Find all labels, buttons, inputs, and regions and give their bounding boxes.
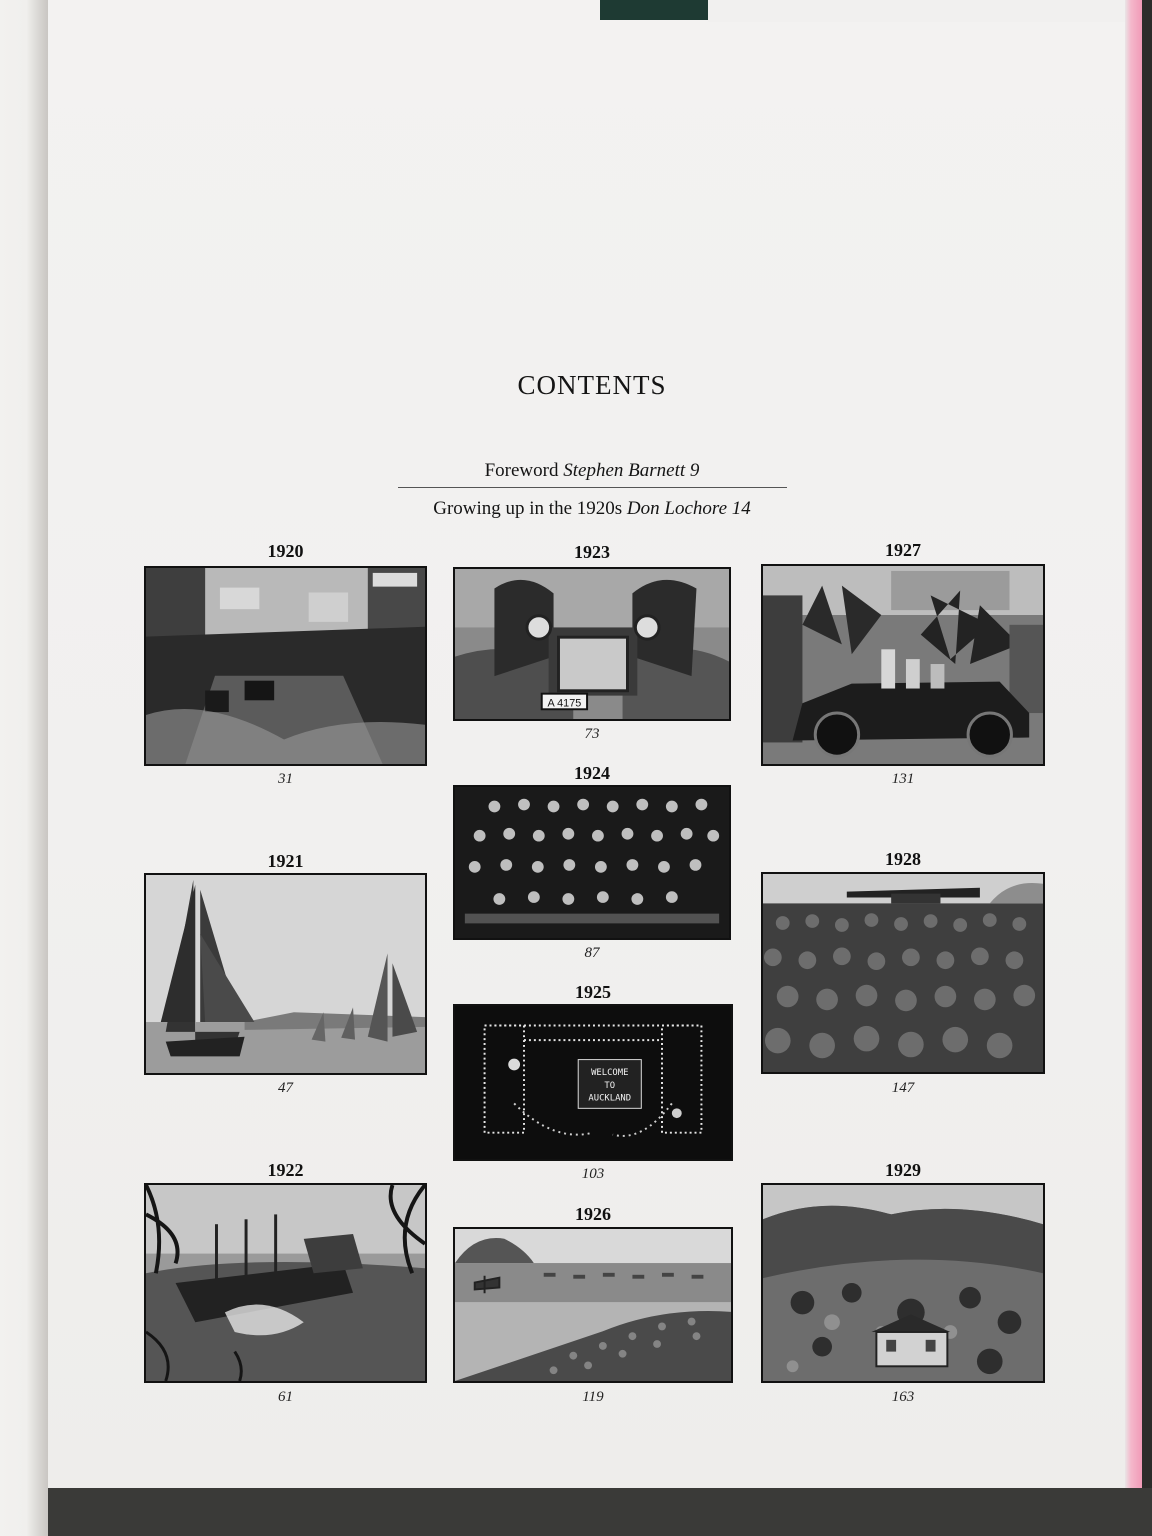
year-label: 1925: [575, 982, 611, 1002]
license-plate: A 4175: [547, 697, 582, 710]
year-label: 1922: [267, 1160, 304, 1180]
beach-aircraft-photo: [453, 1227, 733, 1383]
page-number: 87: [584, 945, 600, 961]
year-label: 1928: [885, 849, 921, 869]
toc-label: Growing up in the 1920s: [433, 498, 623, 519]
sailing-ships-photo: [144, 873, 427, 1075]
page-number: 163: [891, 1389, 915, 1405]
page-edge-pink: [1125, 0, 1142, 1490]
page-number: 31: [278, 771, 293, 787]
shipwreck-photo: [144, 1183, 427, 1383]
toc-author: Don Lochore 14: [626, 498, 751, 519]
page-number: 119: [582, 1389, 604, 1405]
illuminated-arch-photo: [453, 1004, 733, 1161]
page-number: 61: [278, 1389, 293, 1405]
landslide-house-photo: [761, 1183, 1045, 1383]
toc-author: Stephen Barnett 9: [563, 460, 700, 481]
book-shadow: [48, 1488, 1152, 1536]
sign-line: AUCKLAND: [588, 1093, 632, 1104]
page-top: [708, 0, 1128, 22]
page-number: 73: [584, 726, 600, 742]
toc-entry-foreword: [0, 460, 1152, 482]
sign-line: TO: [604, 1080, 616, 1091]
year-label: 1927: [885, 540, 921, 560]
year-label: 1920: [267, 541, 304, 561]
page-number: 131: [891, 771, 915, 787]
book-gutter: [0, 0, 48, 1536]
crowd-aeroplane-photo: [761, 872, 1045, 1074]
street-parade-photo: [144, 566, 427, 766]
year-label: 1921: [267, 851, 304, 871]
toc-entry-growing-up: [0, 498, 1152, 520]
vintage-car-photo: [453, 567, 731, 721]
touring-car-photo: [761, 564, 1045, 766]
toc-label: Foreword: [484, 460, 559, 481]
page-title: CONTENTS: [517, 370, 667, 400]
rugby-team-photo: [453, 785, 731, 940]
page-number: 103: [581, 1166, 605, 1182]
sign-line: WELCOME: [591, 1068, 629, 1079]
year-label: 1926: [575, 1204, 611, 1224]
page-number: 147: [891, 1080, 915, 1096]
page-number: 47: [278, 1080, 293, 1096]
year-label: 1924: [574, 763, 610, 783]
year-label: 1929: [885, 1160, 921, 1180]
toc-divider: [398, 487, 787, 488]
year-label: 1923: [574, 542, 610, 562]
